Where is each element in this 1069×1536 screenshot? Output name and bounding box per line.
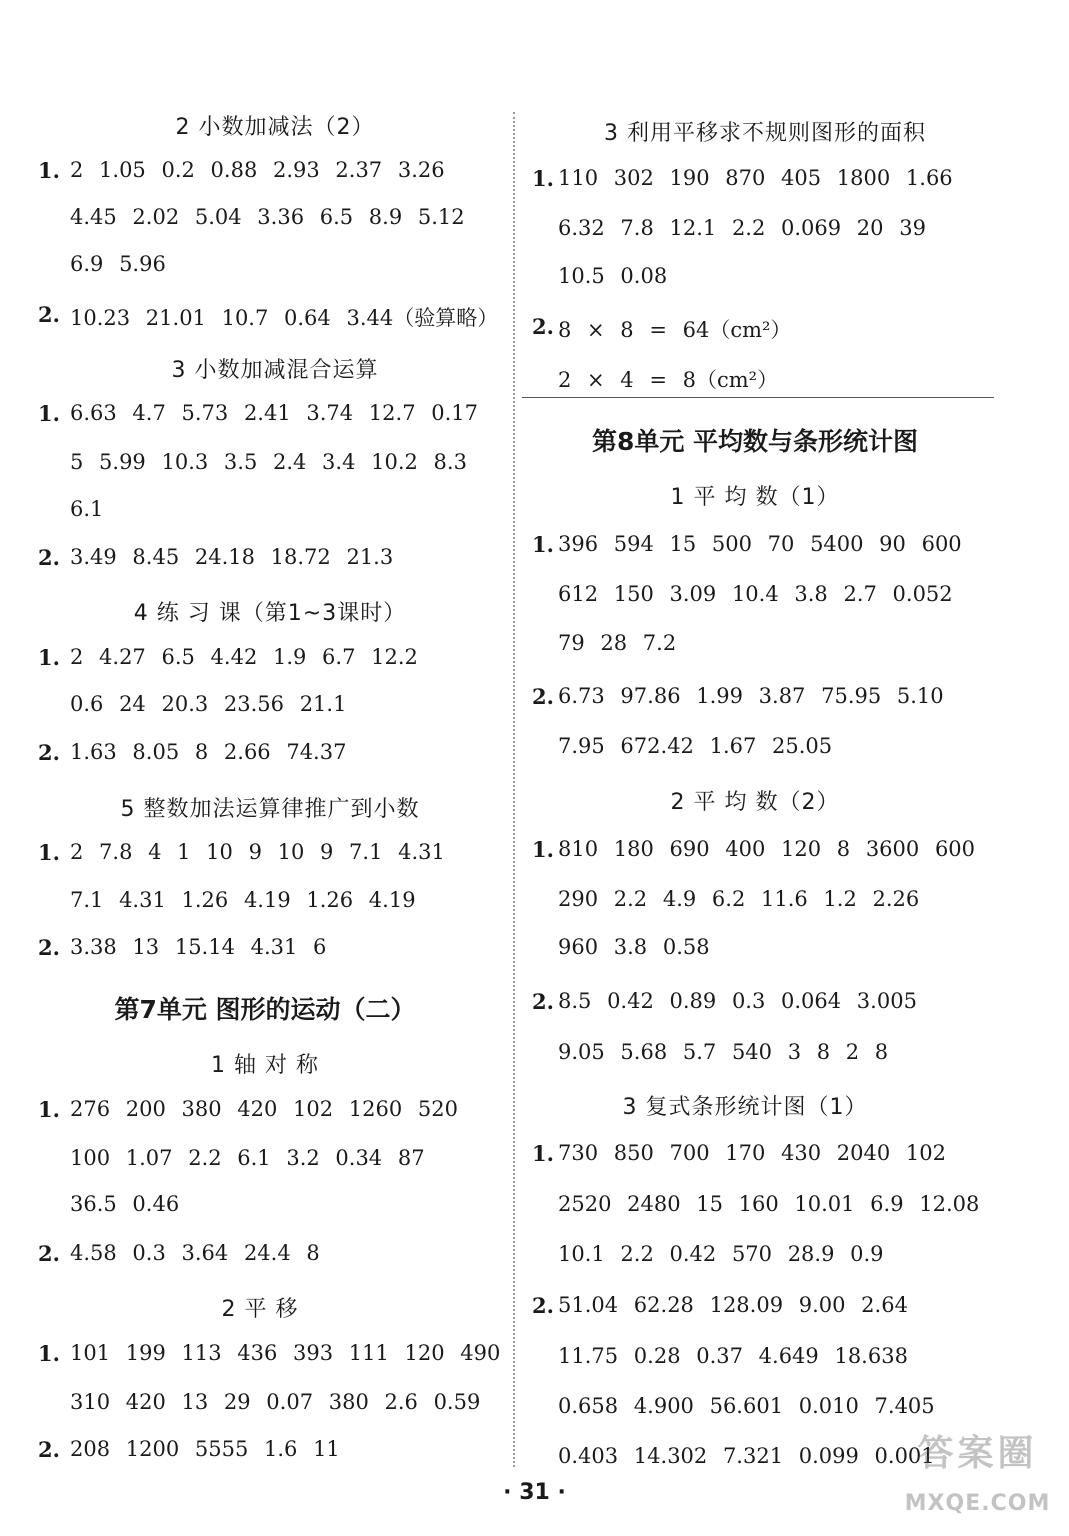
- question-number: 2.: [38, 740, 60, 765]
- question-number: 2.: [532, 989, 554, 1014]
- question-number: 2.: [38, 302, 60, 327]
- watermark-logo: [890, 1425, 1065, 1531]
- lesson-heading: 2 平 移: [221, 1297, 299, 1322]
- answer-line: 3.38 13 15.14 4.31 6: [70, 935, 327, 959]
- answer-line: 2 1.05 0.2 0.88 2.93 2.37 3.26: [70, 158, 445, 182]
- lesson-heading: 3 小数加减混合运算: [171, 358, 379, 383]
- answer-line: 6.73 97.86 1.99 3.87 75.95 5.10: [558, 684, 944, 708]
- answer-line: 290 2.2 4.9 6.2 11.6 1.2 2.26: [558, 887, 920, 911]
- answer-line: 3.49 8.45 24.18 18.72 21.3: [70, 545, 394, 569]
- answer-line: 79 28 7.2: [558, 631, 677, 655]
- answer-line: 110 302 190 870 405 1800 1.66: [558, 166, 953, 190]
- lesson-heading: 4 练 习 课（第1~3课时）: [133, 601, 407, 626]
- question-number: 1.: [38, 401, 60, 426]
- lesson-heading: 3 复式条形统计图（1）: [622, 1095, 868, 1120]
- question-number: 2.: [38, 1241, 60, 1266]
- answer-line: 396 594 15 500 70 5400 90 600: [558, 532, 962, 556]
- unit-title: 第7单元 图形的运动（二）: [114, 995, 416, 1024]
- answer-line: 8.5 0.42 0.89 0.3 0.064 3.005: [558, 989, 917, 1013]
- answer-line: 9.05 5.68 5.7 540 3 8 2 8: [558, 1040, 889, 1064]
- answer-line: 7.1 4.31 1.26 4.19 1.26 4.19: [70, 888, 416, 912]
- answer-line: 8 × 8 = 64（cm²）: [558, 318, 792, 342]
- answer-line: 4.45 2.02 5.04 3.36 6.5 8.9 5.12: [70, 205, 465, 229]
- question-number: 2.: [38, 935, 60, 960]
- question-number: 1.: [38, 1097, 60, 1122]
- watermark-en: MXQE.COM: [904, 1491, 1051, 1516]
- answer-line: 276 200 380 420 102 1260 520: [70, 1097, 458, 1121]
- question-number: 2.: [38, 1437, 60, 1462]
- lesson-heading: 1 平 均 数（1）: [670, 485, 840, 510]
- unit-title: 第8单元 平均数与条形统计图: [591, 427, 919, 456]
- answer-line: 2 7.8 4 1 10 9 10 9 7.1 4.31: [70, 840, 445, 864]
- answer-line: 6.32 7.8 12.1 2.2 0.069 20 39: [558, 216, 926, 240]
- section-separator: [522, 397, 994, 398]
- question-number: 1.: [38, 840, 60, 865]
- question-number: 1.: [38, 1341, 60, 1366]
- answer-line: 5 5.99 10.3 3.5 2.4 3.4 10.2 8.3: [70, 450, 467, 474]
- watermark-cn: 答案圈: [917, 1433, 1038, 1474]
- question-number: 1.: [532, 166, 554, 191]
- answer-line: 10.1 2.2 0.42 570 28.9 0.9: [558, 1242, 884, 1266]
- answer-line: 10.5 0.08: [558, 264, 668, 288]
- question-number: 2.: [532, 314, 554, 339]
- page-number: · 31 ·: [503, 1480, 566, 1505]
- lesson-heading: 3 利用平移求不规则图形的面积: [604, 121, 926, 146]
- lesson-heading: 5 整数加法运算律推广到小数: [120, 797, 420, 822]
- answer-line: 6.1: [70, 497, 104, 521]
- answer-line: 612 150 3.09 10.4 3.8 2.7 0.052: [558, 582, 953, 606]
- answer-line: 208 1200 5555 1.6 11: [70, 1437, 340, 1461]
- question-number: 2.: [38, 545, 60, 570]
- answer-line: 310 420 13 29 0.07 380 2.6 0.59: [70, 1390, 481, 1414]
- question-number: 1.: [38, 645, 60, 670]
- question-number: 2.: [532, 1293, 554, 1318]
- answer-line: 2 4.27 6.5 4.42 1.9 6.7 12.2: [70, 645, 418, 669]
- answer-line: 0.403 14.302 7.321 0.099 0.001: [558, 1444, 935, 1468]
- question-number: 1.: [532, 532, 554, 557]
- answer-line: 1.63 8.05 8 2.66 74.37: [70, 740, 347, 764]
- answer-line: 960 3.8 0.58: [558, 935, 710, 959]
- answer-line: 2 × 4 = 8（cm²）: [558, 368, 779, 392]
- column-divider: [513, 112, 515, 1467]
- answer-line: 10.23 21.01 10.7 0.64 3.44（验算略）: [70, 306, 499, 330]
- answer-line: 101 199 113 436 393 111 120 490: [70, 1341, 501, 1365]
- answer-line: 7.95 672.42 1.67 25.05: [558, 734, 833, 758]
- answer-line: 0.658 4.900 56.601 0.010 7.405: [558, 1394, 935, 1418]
- answer-line: 2520 2480 15 160 10.01 6.9 12.08: [558, 1192, 980, 1216]
- answer-line: 730 850 700 170 430 2040 102: [558, 1141, 946, 1165]
- question-number: 1.: [38, 158, 60, 183]
- lesson-heading: 1 轴 对 称: [211, 1053, 319, 1078]
- question-number: 1.: [532, 1141, 554, 1166]
- answer-line: 4.58 0.3 3.64 24.4 8: [70, 1241, 320, 1265]
- question-number: 1.: [532, 837, 554, 862]
- answer-line: 11.75 0.28 0.37 4.649 18.638: [558, 1344, 908, 1368]
- answer-line: 0.6 24 20.3 23.56 21.1: [70, 692, 347, 716]
- lesson-heading: 2 平 均 数（2）: [670, 790, 840, 815]
- question-number: 2.: [532, 684, 554, 709]
- answer-line: 51.04 62.28 128.09 9.00 2.64: [558, 1293, 908, 1317]
- answer-line: 36.5 0.46: [70, 1192, 180, 1216]
- answer-line: 810 180 690 400 120 8 3600 600: [558, 837, 976, 861]
- answer-line: 6.63 4.7 5.73 2.41 3.74 12.7 0.17: [70, 401, 478, 425]
- lesson-heading: 2 小数加减法（2）: [175, 115, 375, 140]
- answer-line: 6.9 5.96: [70, 252, 166, 276]
- answer-line: 100 1.07 2.2 6.1 3.2 0.34 87: [70, 1146, 425, 1170]
